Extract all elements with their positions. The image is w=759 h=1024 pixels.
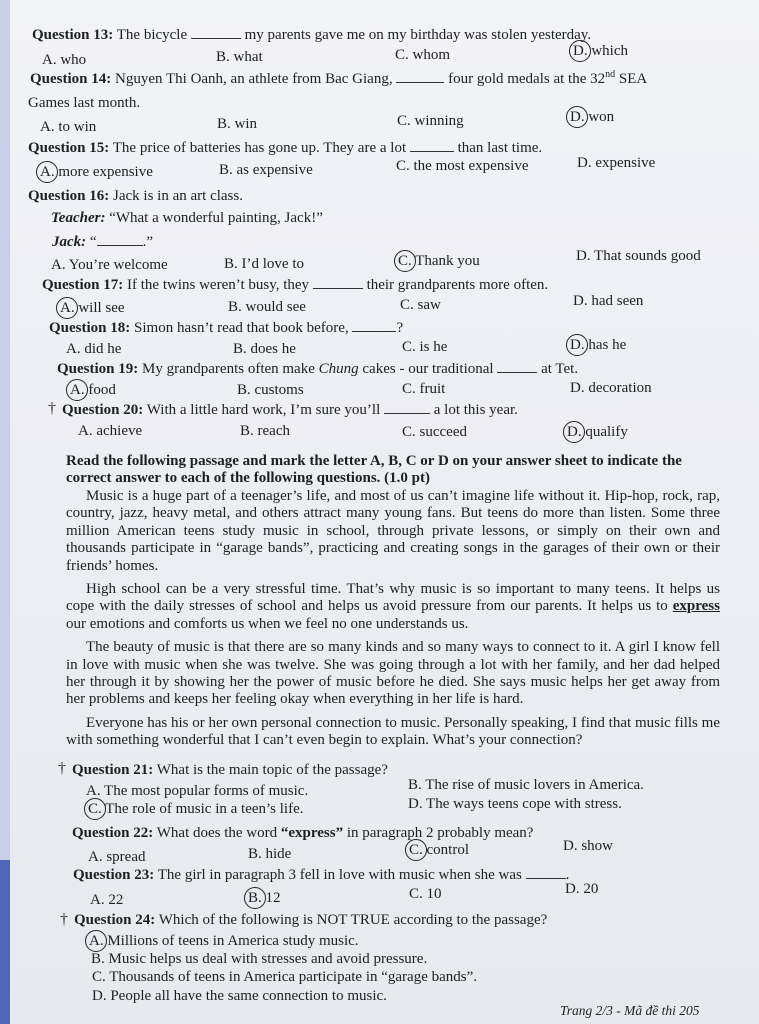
answer-circle [569,40,591,62]
option-b[interactable]: B. I’d love to [224,256,304,272]
paragraph-3: The beauty of music is that there are so many kinds and so many ways to connect to it. A girl I know fell in love with music when she was twelve. She was going through a lot with her family, and her dad helped her through it by showing her the power of music before he died. She says music helps her get away from her problems and keeps her feeling okay when everything in her life is hard. [66,639,720,708]
option-b[interactable]: B. reach [240,423,290,439]
option-b[interactable]: B. does he [233,341,296,357]
option-a[interactable]: A. achieve [78,423,143,439]
option-c[interactable]: C. fruit [402,381,446,397]
option-a[interactable]: A. who [42,52,87,68]
option-b[interactable]: B. 12 [248,889,281,907]
option-c[interactable]: C. saw [400,297,441,313]
question-23: Question 23: The girl in paragraph 3 fell in love with music when she was . [73,867,570,883]
question-15: Question 15: The price of batteries has gone up. They are a lot than last time. [28,140,543,156]
option-d[interactable]: D. People all have the same connection to music. [92,988,387,1004]
option-d[interactable]: D. which [573,42,628,60]
option-a[interactable]: A. food [70,381,116,399]
question-20: Question 20: With a little hard work, I’m sure you’ll a lot this year. [62,402,518,418]
paragraph-2: High school can be a very stressful time. That’s why music is so important to many teens. It helps us cope with the daily stresses of school and helps us avoid pressure from our parents. It helps us to express our emotions and comforts us when we feel no one understands us. [66,581,720,632]
option-c[interactable]: C. Thank you [398,252,480,270]
option-d[interactable]: D. decoration [570,380,652,396]
option-a[interactable]: A. You’re welcome [51,257,168,273]
option-d[interactable]: D. has he [570,336,626,354]
option-a[interactable]: A. The most popular forms of music. [86,783,309,799]
option-b[interactable]: B. as expensive [219,162,313,178]
question-24: Question 24: Which of the following is NOT TRUE according to the passage? [74,912,548,928]
reading-instruction-2: correct answer to each of the following questions. (1.0 pt) [66,470,430,486]
question-14-line2: Games last month. [28,95,141,111]
pen-mark: † [60,911,68,928]
option-b[interactable]: B. would see [228,299,306,315]
option-b[interactable]: B. customs [237,382,304,398]
option-c[interactable]: C. 10 [409,886,442,902]
page-footer: Trang 2/3 - Mã đề thi 205 [560,1003,700,1018]
option-b[interactable]: B. Music helps us deal with stresses and avoid pressure. [91,951,428,967]
pen-mark: † [58,760,66,777]
question-13: Question 13: The bicycle my parents gave me on my birthday was stolen yesterday. [32,27,592,43]
option-a[interactable]: A. Millions of teens in America study music. [89,932,359,950]
option-c[interactable]: C. the most expensive [396,158,529,174]
option-a[interactable]: A. spread [88,849,146,865]
jack-line: Jack: “ .” [52,234,153,250]
option-d[interactable]: D. expensive [577,155,656,171]
option-a[interactable]: A. to win [40,119,97,135]
option-d[interactable]: D. The ways teens cope with stress. [408,796,622,812]
option-b[interactable]: B. The rise of music lovers in America. [408,777,644,793]
option-c[interactable]: C. Thousands of teens in America participate in “garage bands”. [92,969,478,985]
question-14: Question 14: Nguyen Thi Oanh, an athlete from Bac Giang, four gold medals at the 32nd SEA [30,69,648,87]
option-d[interactable]: D. 20 [565,881,599,897]
option-a[interactable]: A. will see [60,299,125,317]
option-a[interactable]: A. 22 [90,892,124,908]
question-22: Question 22: What does the word “express” in paragraph 2 probably mean? [72,825,534,841]
passage [66,488,720,750]
blank [191,38,241,39]
option-b[interactable]: B. win [217,116,258,132]
option-d[interactable]: D. That sounds good [576,248,701,264]
option-a[interactable]: A. did he [66,341,122,357]
question-17: Question 17: If the twins weren’t busy, they their grandparents more often. [42,277,549,293]
option-d[interactable]: D. had seen [573,293,644,309]
pen-mark: † [48,400,56,417]
option-c[interactable]: C. control [409,841,469,859]
paragraph-1: Music is a huge part of a teenager’s life, and most of us can’t imagine life without it. Hip-hop, rock, rap, country, jazz, heavy metal, and others attract many young fans. But teens do more than listen. Some three million American teens study music in school, through private lessons, or simply on their own and thousands participate in “garage bands”, practicing and creating songs in the garages of their own or their friends’ homes. [66,488,720,574]
option-c[interactable]: C. The role of music in a teen’s life. [88,800,304,818]
option-a[interactable]: A. more expensive [40,163,153,181]
option-c[interactable]: C. succeed [402,424,467,440]
question-18: Question 18: Simon hasn’t read that book before, ? [49,320,404,336]
option-c[interactable]: C. whom [395,47,451,63]
question-21: Question 21: What is the main topic of the passage? [72,762,388,778]
paragraph-4: Everyone has his or her own personal connection to music. Personally speaking, I find that music fills me with something wonderful that I can’t even begin to explain. What’s your connection? [66,714,720,749]
reading-instruction: Read the following passage and mark the letter A, B, C or D on your answer sheet to indicate the [66,453,682,469]
teacher-line: Teacher: “What a wonderful painting, Jack!” [51,210,323,226]
option-c[interactable]: C. winning [397,113,464,129]
option-d[interactable]: D. qualify [567,423,628,441]
option-b[interactable]: B. what [216,49,263,65]
option-c[interactable]: C. is he [402,339,448,355]
option-d[interactable]: D. won [570,108,614,126]
option-d[interactable]: D. show [563,838,614,854]
question-16: Question 16: Jack is in an art class. [28,188,243,204]
question-19: Question 19: My grandparents often make Chung cakes - our traditional at Tet. [57,361,579,377]
option-b[interactable]: B. hide [248,846,292,862]
